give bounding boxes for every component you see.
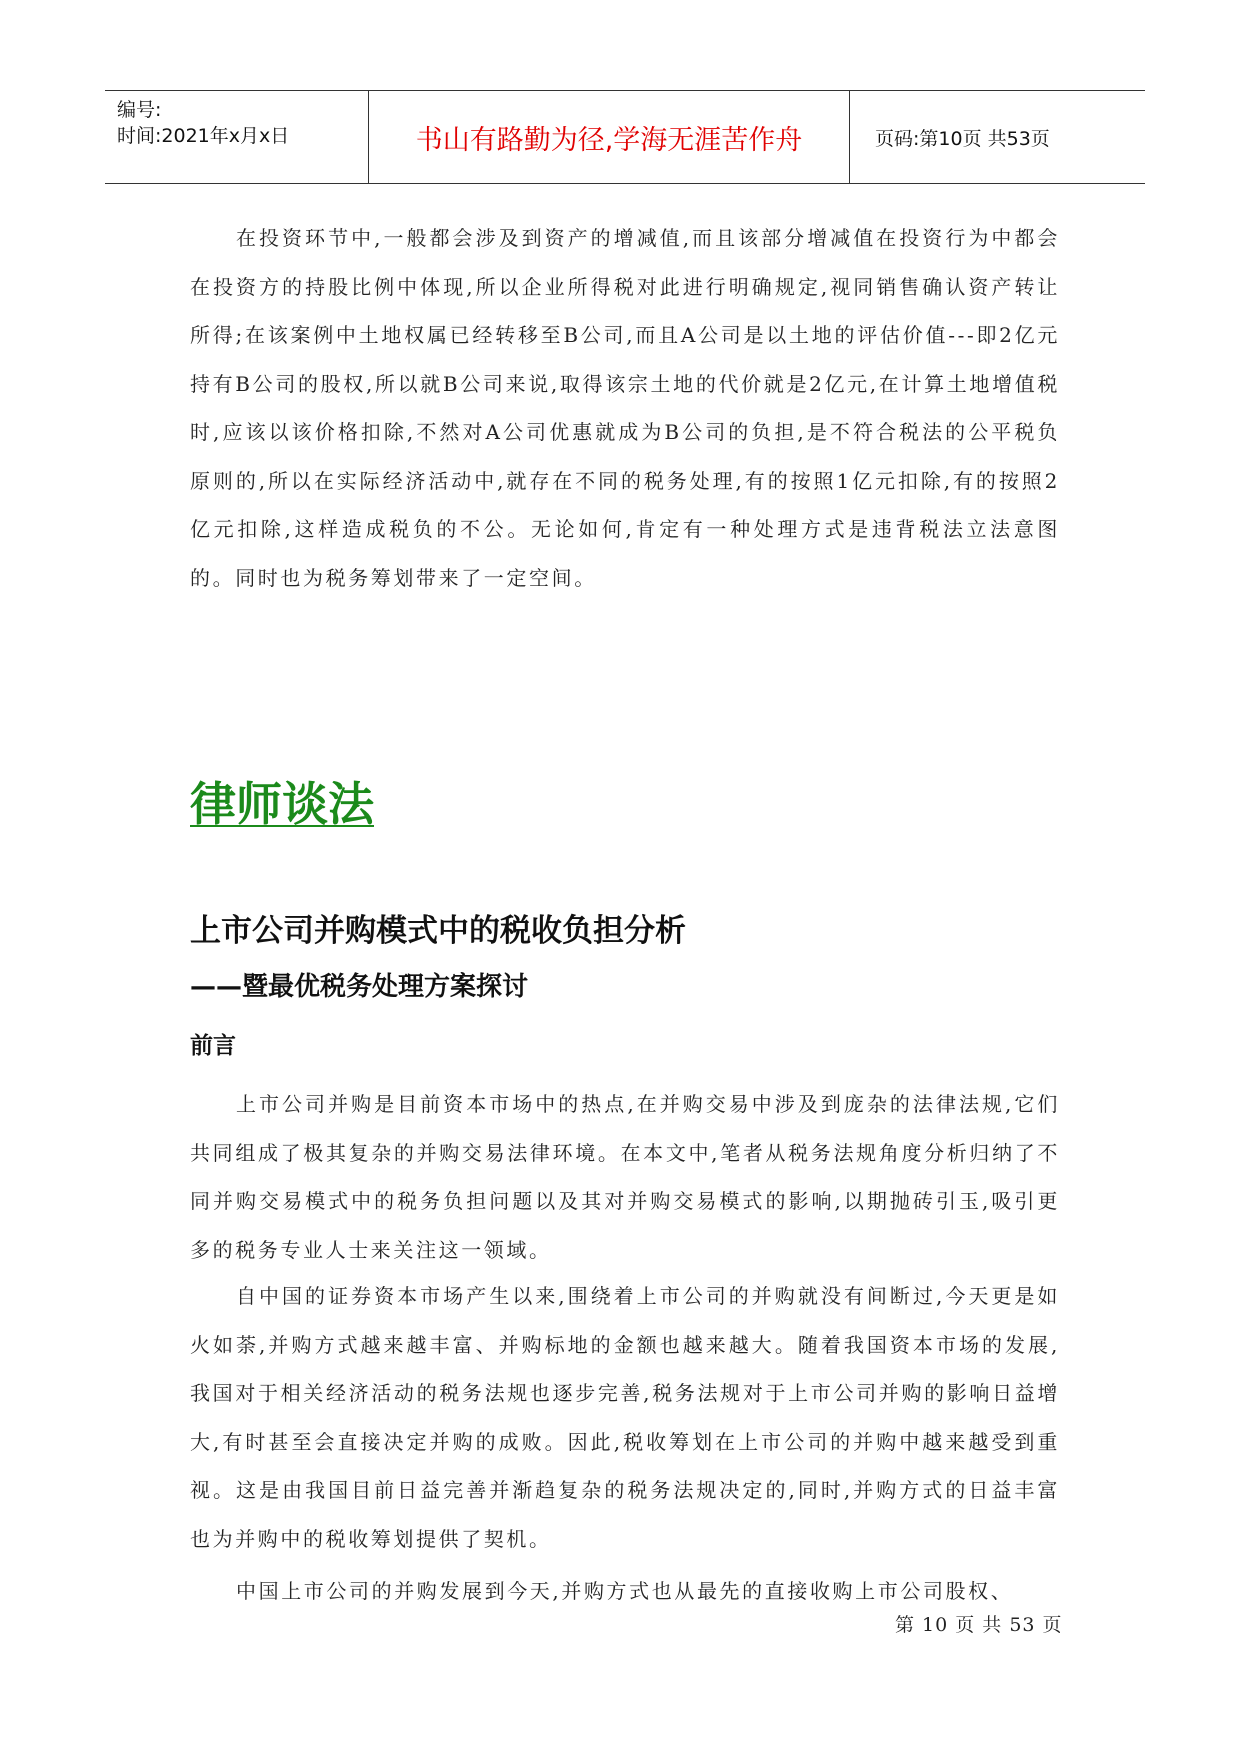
article-title: 上市公司并购模式中的税收负担分析 bbox=[190, 913, 686, 949]
article-subtitle: ——暨最优税务处理方案探讨 bbox=[190, 972, 529, 1002]
preface-heading: 前言 bbox=[190, 1033, 236, 1059]
document-time-label: 时间:2021年x月x日 bbox=[117, 125, 290, 147]
intro-paragraph: 在投资环节中,一般都会涉及到资产的增减值,而且该部分增减值在投资行为中都会在投资方的持股比例中体现,所以企业所得税对此进行明确规定,视同销售确认资产转让所得;在该案例中土地权属已经转移至B公司,而且A公司是以土地的评估价值---即2亿元持有B公司的股权,所以就B公司来说,取得该宗土地的代价就是2亿元,在计算土地增值税时,应该以该价格扣除,不然对A公司优惠就成为B公司的负担,是不符合税法的公平税负原则的,所以在实际经济活动中,就存在不同的税务处理,有的按照1亿元扣除,有的按照2亿元扣除,这样造成税负的不公。无论如何,肯定有一种处理方式是违背税法立法意图的。同时也为税务筹划带来了一定空间。 bbox=[190, 226, 1060, 590]
header-meta-cell bbox=[105, 91, 369, 183]
header-motto-cell bbox=[369, 91, 850, 183]
preface-paragraph-2: 自中国的证券资本市场产生以来,围绕着上市公司的并购就没有间断过,今天更是如火如荼,并购方式越来越丰富、并购标地的金额也越来越大。随着我国资本市场的发展,我国对于相关经济活动的税务法规也逐步完善,税务法规对于上市公司并购的影响日益增大,有时甚至会直接决定并购的成败。因此,税收筹划在上市公司的并购中越来越受到重视。这是由我国目前日益完善并渐趋复杂的税务法规决定的,同时,并购方式的日益丰富也为并购中的税收筹划提供了契机。 bbox=[190, 1284, 1060, 1551]
document-number-label: 编号: bbox=[117, 99, 162, 121]
header-page-cell bbox=[863, 91, 1143, 183]
header-motto: 书山有路勤为径,学海无涯苦作舟 bbox=[415, 124, 803, 156]
preface-paragraph-3: 中国上市公司的并购发展到今天,并购方式也从最先的直接收购上市公司股权、 bbox=[236, 1579, 1014, 1603]
header-page-info: 页码:第10页 共53页 bbox=[875, 127, 1050, 150]
section-heading: 律师谈法 bbox=[190, 777, 374, 831]
preface-paragraph-1: 上市公司并购是目前资本市场中的热点,在并购交易中涉及到庞杂的法律法规,它们共同组成了极其复杂的并购交易法律环境。在本文中,笔者从税务法规角度分析归纳了不同并购交易模式中的税务负担问题以及其对并购交易模式的影响,以期抛砖引玉,吸引更多的税务专业人士来关注这一领域。 bbox=[190, 1092, 1060, 1262]
page-footer: 第 10 页 共 53 页 bbox=[895, 1614, 1063, 1636]
page-header bbox=[105, 90, 1145, 184]
